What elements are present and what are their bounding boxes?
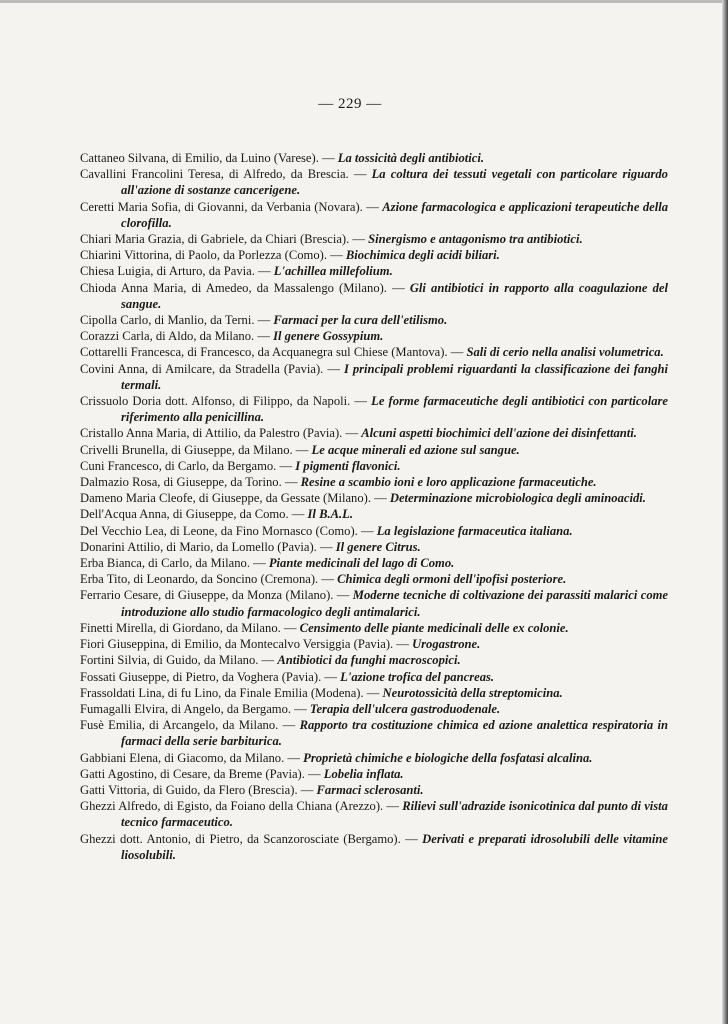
author: Fossati Giuseppe, di Pietro, da Voghera (Pavia). —	[80, 669, 341, 684]
author: Erba Bianca, di Carlo, da Milano. —	[80, 556, 269, 571]
author: Gabbiani Elena, di Giacomo, da Milano. —	[80, 750, 304, 765]
author: Fiori Giuseppina, di Emilio, da Montecalvo Versiggia (Pavia). —	[80, 637, 413, 652]
author: Ghezzi Alfredo, di Egisto, da Foiano della Chiana (Arezzo). —	[80, 799, 403, 814]
author: Fumagalli Elvira, di Angelo, da Bergamo. —	[80, 701, 310, 716]
thesis-title: Azione farmacologica e applicazioni terapeutiche della clorofilla.	[121, 199, 669, 230]
list-item	[80, 166, 668, 198]
author: Cristallo Anna Maria, di Attilio, da Palestro (Pavia). —	[80, 426, 362, 441]
thesis-title: Determinazione microbiologica degli aminoacidi.	[389, 491, 646, 506]
scan-right-edge	[722, 0, 728, 1024]
list-item	[80, 490, 668, 506]
thesis-title: Rapporto tra costituzione chimica ed azione analettica respiratoria in farmaci della serie barbiturica.	[121, 718, 668, 749]
list-item	[80, 782, 668, 798]
thesis-title: Le forme farmaceutiche degli antibiotici con particolare riferimento alla penicillina.	[121, 394, 669, 425]
page-number: — 229 —	[318, 96, 382, 112]
thesis-title: Farmaci sclerosanti.	[316, 782, 424, 797]
thesis-title: Lobelia inflata.	[323, 766, 404, 781]
author: Crivelli Brunella, di Giuseppe, da Milano. —	[80, 442, 312, 457]
author: Ceretti Maria Sofia, di Giovanni, da Verbania (Novara). —	[80, 199, 383, 214]
thesis-title: Il genere Gossypium.	[273, 329, 384, 344]
list-item	[80, 669, 668, 685]
list-item	[80, 199, 668, 231]
author: Fusè Emilia, di Arcangelo, da Milano. —	[80, 718, 300, 733]
list-item	[80, 555, 668, 571]
author: Crissuolo Doria dott. Alfonso, di Filippo, da Napoli. —	[80, 394, 372, 409]
thesis-title: Proprietà chimiche e biologiche della fosfatasi alcalina.	[303, 750, 593, 765]
author: Del Vecchio Lea, di Leone, da Fino Mornasco (Como). —	[80, 523, 377, 538]
list-item	[80, 474, 668, 490]
thesis-title: L'azione trofica del pancreas.	[340, 669, 495, 684]
list-item	[80, 652, 668, 668]
list-item	[80, 750, 668, 766]
author: Dameno Maria Cleofe, di Giuseppe, da Gessate (Milano). —	[80, 491, 390, 506]
thesis-title: Terapia dell'ulcera gastroduodenale.	[309, 701, 501, 716]
author: Dell'Acqua Anna, di Giuseppe, da Como. —	[80, 507, 308, 522]
author: Ghezzi dott. Antonio, di Pietro, da Scanzorosciate (Bergamo). —	[80, 831, 423, 846]
list-item	[80, 425, 668, 441]
thesis-title: Sinergismo e antagonismo tra antibiotici.	[368, 232, 583, 247]
thesis-list	[80, 150, 668, 863]
list-item	[80, 344, 668, 360]
list-item	[80, 247, 668, 263]
list-item	[80, 442, 668, 458]
author: Cattaneo Silvana, di Emilio, da Luino (Varese). —	[80, 151, 338, 165]
thesis-title: Gli antibiotici in rapporto alla coagulazione del sangue.	[121, 280, 668, 311]
author: Cottarelli Francesca, di Francesco, da Acquanegra sul Chiese (Mantova). —	[80, 345, 467, 360]
list-item	[80, 636, 668, 652]
list-item	[80, 280, 668, 312]
thesis-title: Resine a scambio ioni e loro applicazione farmaceutiche.	[300, 475, 597, 490]
author: Gatti Vittoria, di Guido, da Flero (Brescia). —	[80, 782, 317, 797]
thesis-title: I pigmenti flavonici.	[295, 458, 401, 473]
thesis-title: Antibiotici da funghi macroscopici.	[277, 653, 461, 668]
thesis-title: Alcuni aspetti biochimici dell'azione dei disinfettanti.	[361, 426, 637, 441]
thesis-title: Moderne tecniche di coltivazione dei parassiti malarici come introduzione allo studio farmacologico degli antimalarici.	[121, 588, 668, 619]
thesis-title: La legislazione farmaceutica italiana.	[376, 523, 573, 538]
list-item	[80, 458, 668, 474]
thesis-title: I principali problemi riguardanti la classificazione dei fanghi termali.	[121, 361, 668, 392]
author: Fortini Silvia, di Guido, da Milano. —	[80, 653, 278, 668]
author: Cipolla Carlo, di Manlio, da Terni. —	[80, 313, 274, 328]
list-item	[80, 263, 668, 279]
list-item	[80, 717, 668, 749]
thesis-title: Censimento delle piante medicinali delle ex colonie.	[299, 620, 569, 635]
list-item	[80, 831, 668, 863]
list-item	[80, 620, 668, 636]
author: Cuni Francesco, di Carlo, da Bergamo. —	[80, 458, 296, 473]
list-item	[80, 798, 668, 830]
author: Finetti Mirella, di Giordano, da Milano. —	[80, 620, 300, 635]
list-item	[80, 701, 668, 717]
list-item	[80, 571, 668, 587]
author: Chiesa Luigia, di Arturo, da Pavia. —	[80, 264, 274, 279]
scan-top-edge	[0, 0, 728, 3]
thesis-title: La tossicità degli antibiotici.	[337, 151, 484, 165]
thesis-title: L'achillea millefolium.	[273, 264, 393, 279]
thesis-title: Neurotossicità della streptomicina.	[382, 685, 563, 700]
author: Frassoldati Lina, di fu Lino, da Finale Emilia (Modena). —	[80, 685, 383, 700]
thesis-title: Derivati e preparati idrosolubili delle vitamine liosolubili.	[121, 831, 668, 862]
thesis-title: Sali di cerio nella analisi volumetrica.	[466, 345, 664, 360]
list-item	[80, 231, 668, 247]
list-item	[80, 587, 668, 619]
thesis-title: La coltura dei tessuti vegetali con particolare riguardo all'azione di sostanze cancerigene.	[121, 167, 668, 198]
list-item	[80, 361, 668, 393]
list-item	[80, 539, 668, 555]
thesis-title: Urogastrone.	[412, 637, 481, 652]
list-item	[80, 685, 668, 701]
author: Chiari Maria Grazia, di Gabriele, da Chiari (Brescia). —	[80, 232, 369, 247]
author: Dalmazio Rosa, di Giuseppe, da Torino. —	[80, 475, 301, 490]
list-item	[80, 150, 668, 166]
author: Cavallini Francolini Teresa, di Alfredo, da Brescia. —	[80, 167, 372, 182]
list-item	[80, 328, 668, 344]
thesis-title: Biochimica degli acidi biliari.	[345, 248, 500, 263]
thesis-title: Chimica degli ormoni dell'ipofisi posteriore.	[337, 572, 567, 587]
author: Gatti Agostino, di Cesare, da Breme (Pavia). —	[80, 766, 324, 781]
list-item	[80, 523, 668, 539]
thesis-title: Farmaci per la cura dell'etilismo.	[273, 313, 448, 328]
thesis-title: Il B.A.L.	[307, 507, 354, 522]
author: Ferrario Cesare, di Giuseppe, da Monza (Milano). —	[80, 588, 353, 603]
list-item	[80, 766, 668, 782]
author: Corazzi Carla, di Aldo, da Milano. —	[80, 329, 274, 344]
author: Covini Anna, di Amilcare, da Stradella (Pavia). —	[80, 361, 344, 376]
author: Chioda Anna Maria, di Amedeo, da Massalengo (Milano). —	[80, 280, 410, 295]
list-item	[80, 506, 668, 522]
thesis-title: Le acque minerali ed azione sul sangue.	[311, 442, 520, 457]
thesis-title: Il genere Citrus.	[335, 539, 421, 554]
author: Erba Tito, di Leonardo, da Soncino (Cremona). —	[80, 572, 338, 587]
thesis-title: Piante medicinali del lago di Como.	[268, 556, 455, 571]
thesis-title: Rilievi sull'adrazide isonicotinica dal punto di vista tecnico farmaceutico.	[121, 799, 668, 830]
author: Chiarini Vittorina, di Paolo, da Porlezza (Como). —	[80, 248, 346, 263]
author: Donarini Attilio, di Mario, da Lomello (Pavia). —	[80, 539, 336, 554]
list-item	[80, 393, 668, 425]
list-item	[80, 312, 668, 328]
